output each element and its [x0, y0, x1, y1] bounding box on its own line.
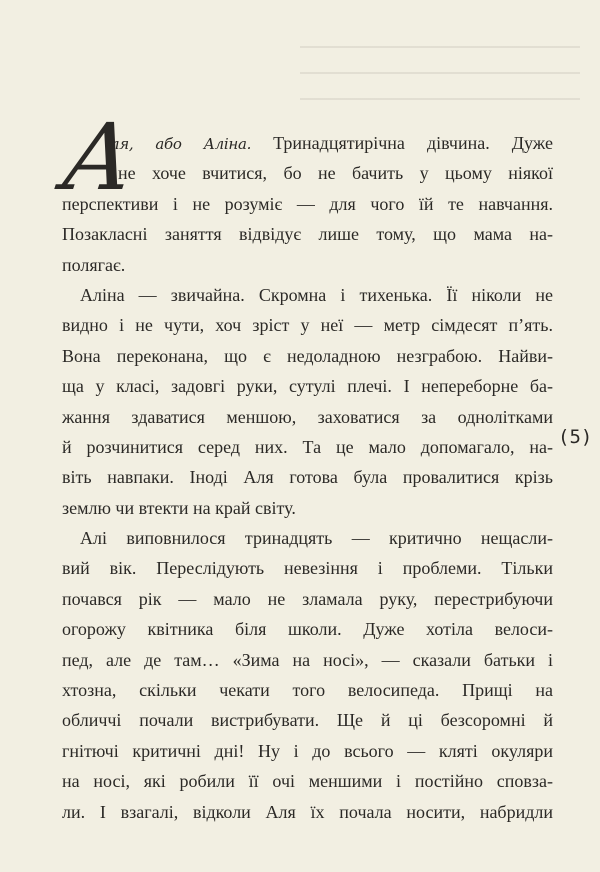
text-line: Позакласні заняття відвідує лише тому, що мама на- [62, 224, 553, 245]
drop-cap: А [56, 104, 142, 211]
text-line: ли. І взагалі, відколи Аля їх почала носити, набридли [62, 801, 553, 822]
text-line: гнітючі критичні дні! Ну і до всього — кляті окуляри [62, 740, 553, 761]
bleed-through-text [300, 38, 580, 118]
text-line: Алі виповнилося тринадцять — критично нещасли- [80, 528, 553, 549]
lead-in: ля, або Аліна. [110, 135, 252, 153]
text-line: Аліна — звичайна. Скромна і тихенька. Її ніколи не [80, 284, 553, 305]
text-line: хтозна, скільки чекати того велосипеда. Прищі на [62, 680, 553, 701]
text-line: землю чи втекти на край світу. [62, 497, 296, 518]
page-number: (5) [558, 426, 593, 448]
text-line: не хоче вчитися, бо не бачить у цьому ніякої [118, 163, 553, 184]
text-line: ща у класі, задовгі руки, сутулі плечі. І непереборне ба- [62, 376, 553, 397]
text-line: віть навпаки. Іноді Аля готова була провалитися крізь [62, 467, 553, 488]
text-line: жання здаватися меншою, заховатися за однолітками [62, 406, 553, 427]
text-line: ля, або Аліна. Тринадцятирічна дівчина. Дуже [110, 133, 553, 153]
text-line: видно і не чути, хоч зріст у неї — метр сімдесят п’ять. [62, 315, 553, 336]
text-line: почався рік — мало не зламала руку, перестрибуючи [62, 588, 553, 609]
text-line: обличчі почали вистрибувати. Ще й ці безсоромні й [62, 710, 553, 731]
body-text [62, 128, 553, 827]
text-line: огорожу квітника біля школи. Дуже хотіла велоси- [62, 619, 553, 640]
text-line: вий вік. Переслідують невезіння і проблеми. Тільки [62, 558, 553, 579]
text-line: й розчинитися серед них. Та це мало допомагало, на- [62, 436, 553, 457]
text-line: пед, але де там… «Зима на носі», — сказали батьки і [62, 649, 553, 670]
text-line: Вона переконана, що є недоладною незграбою. Найви- [62, 345, 553, 366]
text-line: полягає. [62, 254, 126, 275]
text-line: на носі, які робили її очі меншими і постійно сповза- [62, 771, 553, 792]
text-line: перспективи і не розуміє — для чого їй те навчання. [62, 193, 553, 214]
